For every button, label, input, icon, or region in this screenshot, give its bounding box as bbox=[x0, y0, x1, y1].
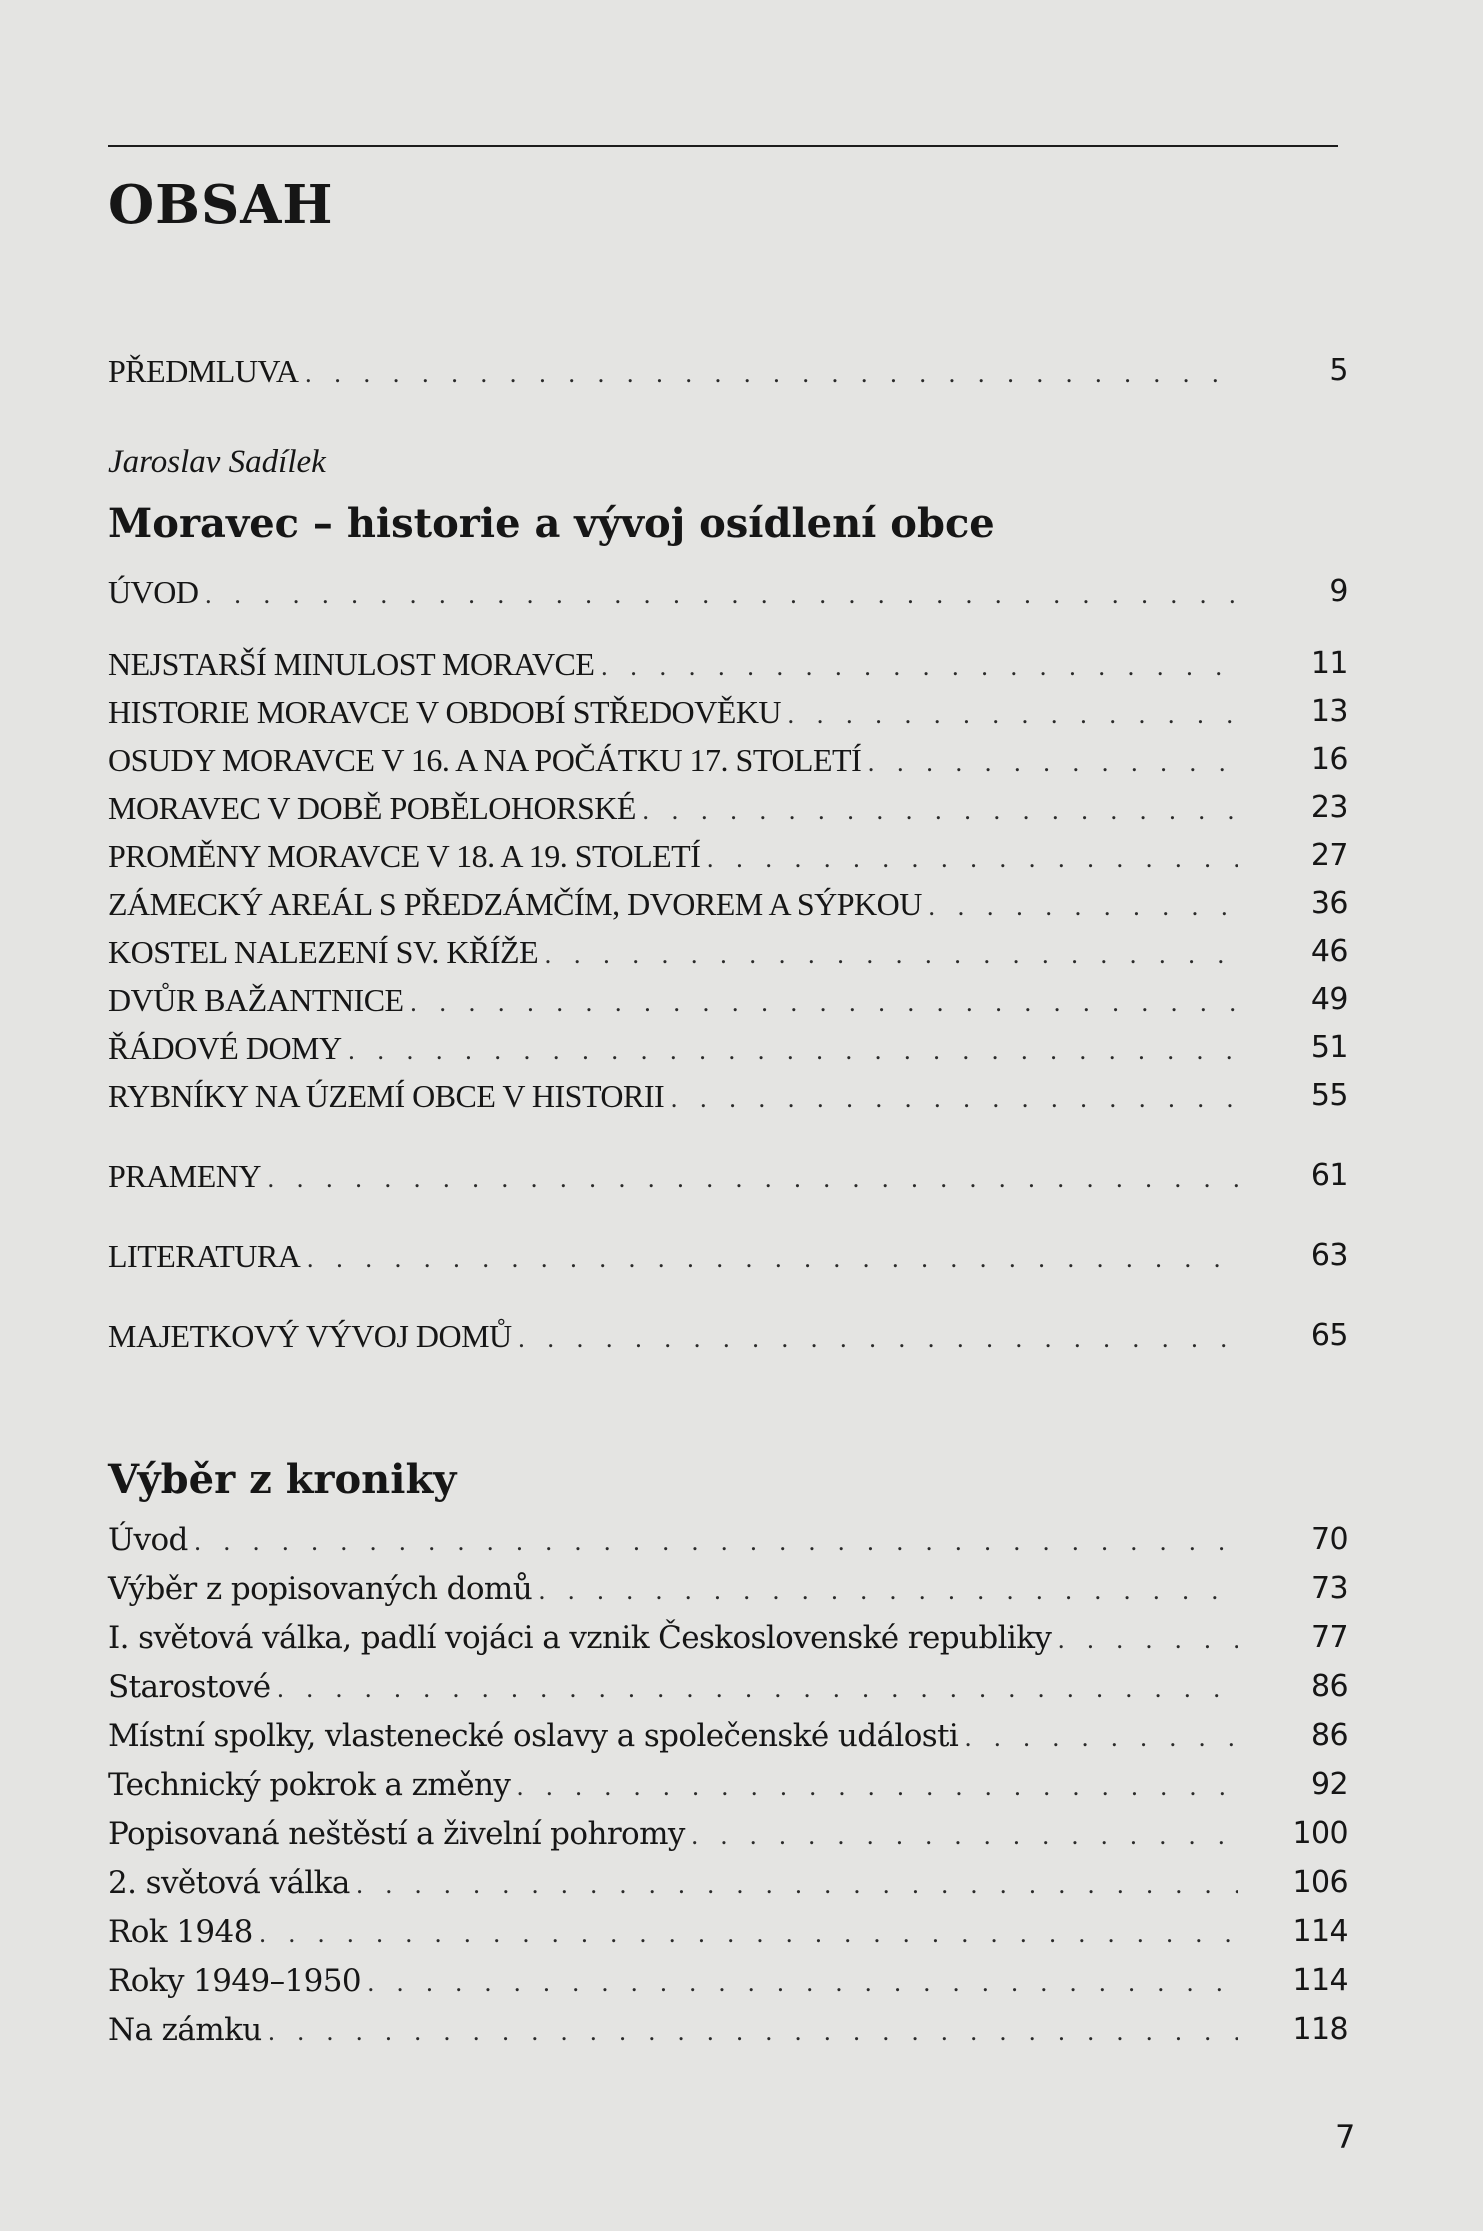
toc-entry-page: 114 bbox=[1292, 1963, 1348, 1998]
toc-entry bbox=[108, 1074, 1348, 1121]
toc-entry-label: PROMĚNY MORAVCE V 18. A 19. STOLETÍ bbox=[108, 838, 701, 874]
toc-entry bbox=[108, 1910, 1348, 1956]
toc-entry-page: 63 bbox=[1310, 1238, 1348, 1273]
leader-dots bbox=[787, 693, 1238, 737]
toc-entry bbox=[108, 642, 1348, 689]
toc-entry-page: 51 bbox=[1310, 1030, 1348, 1065]
toc-entry-label: KOSTEL NALEZENÍ SV. KŘÍŽE bbox=[108, 934, 539, 970]
leader-dots bbox=[691, 1814, 1238, 1858]
leader-dots bbox=[867, 741, 1238, 785]
leader-dots bbox=[518, 1317, 1238, 1361]
toc-entry bbox=[108, 1154, 1348, 1201]
leader-dots bbox=[928, 885, 1238, 929]
toc-entry-page: 86 bbox=[1311, 1669, 1348, 1704]
leader-dots bbox=[367, 1961, 1238, 2005]
leader-dots bbox=[268, 2010, 1238, 2054]
toc-entry-label: Popisovaná neštěstí a živelní pohromy bbox=[108, 1816, 685, 1852]
toc-entry-label: HISTORIE MORAVCE V OBDOBÍ STŘEDOVĚKU bbox=[108, 694, 782, 730]
leader-dots bbox=[267, 1157, 1238, 1201]
toc-entry-label: Místní spolky, vlastenecké oslavy a společenské události bbox=[108, 1718, 959, 1754]
toc-entry-label: MAJETKOVÝ VÝVOJ DOMŮ bbox=[108, 1318, 512, 1354]
toc-entry-label: MORAVEC V DOBĚ POBĚLOHORSKÉ bbox=[108, 790, 636, 826]
toc-entry bbox=[108, 930, 1348, 977]
toc-entry-page: 27 bbox=[1310, 838, 1348, 873]
leader-dots bbox=[538, 1569, 1238, 1613]
toc-entry-label: Roky 1949–1950 bbox=[108, 1963, 362, 1999]
toc-entry-page: 13 bbox=[1310, 694, 1348, 729]
toc-entry bbox=[108, 570, 1348, 617]
page-number: 7 bbox=[1335, 2118, 1356, 2156]
toc-entry bbox=[108, 978, 1348, 1025]
toc-entry-page: 16 bbox=[1310, 742, 1348, 777]
toc-entry-label: Výběr z popisovaných domů bbox=[108, 1571, 533, 1607]
toc-entry-page: 70 bbox=[1311, 1522, 1348, 1557]
leader-dots bbox=[544, 933, 1238, 977]
toc-entry bbox=[108, 1861, 1348, 1907]
toc-entry-page: 5 bbox=[1329, 353, 1348, 388]
toc-entry bbox=[108, 1518, 1348, 1564]
toc-entry-page: 36 bbox=[1310, 886, 1348, 921]
leader-dots bbox=[348, 1029, 1238, 1073]
leader-dots bbox=[204, 573, 1238, 617]
toc-entry-page: 23 bbox=[1310, 790, 1348, 825]
toc-entry bbox=[108, 738, 1348, 785]
toc-entry-label: LITERATURA bbox=[108, 1238, 301, 1274]
toc-entry-page: 61 bbox=[1310, 1158, 1348, 1193]
toc-entry bbox=[108, 1616, 1348, 1662]
toc-entry-page: 118 bbox=[1292, 2012, 1348, 2047]
toc-entry-label: Úvod bbox=[108, 1522, 188, 1558]
toc-entry-page: 55 bbox=[1310, 1078, 1348, 1113]
leader-dots bbox=[706, 837, 1238, 881]
part1-title: Moravec – historie a vývoj osídlení obce bbox=[108, 500, 995, 547]
toc-entry bbox=[108, 1763, 1348, 1809]
leader-dots bbox=[642, 789, 1238, 833]
toc-entry-label: RYBNÍKY NA ÚZEMÍ OBCE V HISTORII bbox=[108, 1078, 665, 1114]
top-rule bbox=[108, 145, 1338, 147]
leader-dots bbox=[1057, 1618, 1238, 1662]
toc-entry-page: 100 bbox=[1292, 1816, 1348, 1851]
toc-entry-page: 46 bbox=[1310, 934, 1348, 969]
toc-entry bbox=[108, 1959, 1348, 2005]
toc-entry bbox=[108, 1714, 1348, 1760]
toc-entry bbox=[108, 1234, 1348, 1281]
leader-dots bbox=[600, 645, 1238, 689]
toc-entry-label: PRAMENY bbox=[108, 1158, 261, 1194]
leader-dots bbox=[356, 1863, 1238, 1907]
toc-entry bbox=[108, 2008, 1348, 2054]
toc-entry bbox=[108, 1314, 1348, 1361]
leader-dots bbox=[259, 1912, 1238, 1956]
toc-entry-label: Rok 1948 bbox=[108, 1914, 253, 1950]
toc-entry bbox=[108, 1026, 1348, 1073]
toc-entry-foreword bbox=[108, 349, 1348, 396]
toc-entry-label: 2. světová válka bbox=[108, 1865, 350, 1901]
toc-entry-page: 114 bbox=[1292, 1914, 1348, 1949]
part-author: Jaroslav Sadílek bbox=[108, 444, 326, 480]
leader-dots bbox=[964, 1716, 1238, 1760]
toc-entry bbox=[108, 1567, 1348, 1613]
toc-entry-label: I. světová válka, padlí vojáci a vznik Československé republiky bbox=[108, 1620, 1052, 1656]
toc-entry bbox=[108, 786, 1348, 833]
toc-entry-label: NEJSTARŠÍ MINULOST MORAVCE bbox=[108, 646, 595, 682]
part2-title: Výběr z kroniky bbox=[108, 1456, 457, 1503]
toc-entry bbox=[108, 690, 1348, 737]
toc-entry-label: Starostové bbox=[108, 1669, 271, 1705]
toc-entry-label: Na zámku bbox=[108, 2012, 262, 2048]
toc-entry-label: OSUDY MORAVCE V 16. A NA POČÁTKU 17. STOLETÍ bbox=[108, 742, 862, 778]
leader-dots bbox=[306, 1237, 1238, 1281]
toc-entry bbox=[108, 834, 1348, 881]
leader-dots bbox=[305, 352, 1239, 396]
toc-entry-page: 65 bbox=[1310, 1318, 1348, 1353]
toc-entry-page: 73 bbox=[1311, 1571, 1348, 1606]
page-heading: OBSAH bbox=[108, 174, 334, 236]
leader-dots bbox=[410, 981, 1238, 1025]
toc-entry-page: 11 bbox=[1310, 646, 1348, 681]
leader-dots bbox=[277, 1667, 1238, 1711]
toc-entry bbox=[108, 1812, 1348, 1858]
leader-dots bbox=[194, 1520, 1238, 1564]
toc-entry-label: ZÁMECKÝ AREÁL S PŘEDZÁMČÍM, DVOREM A SÝPKOU bbox=[108, 886, 922, 922]
toc-entry-label: ŘÁDOVÉ DOMY bbox=[108, 1030, 342, 1066]
toc-entry-page: 9 bbox=[1329, 574, 1348, 609]
leader-dots bbox=[670, 1077, 1238, 1121]
toc-entry-label: PŘEDMLUVA bbox=[108, 353, 299, 389]
toc-entry bbox=[108, 1665, 1348, 1711]
toc-entry-label: Technický pokrok a změny bbox=[108, 1767, 511, 1803]
toc-entry bbox=[108, 882, 1348, 929]
leader-dots bbox=[516, 1765, 1238, 1809]
toc-entry-label: DVŮR BAŽANTNICE bbox=[108, 982, 404, 1018]
toc-entry-page: 92 bbox=[1311, 1767, 1348, 1802]
toc-entry-page: 77 bbox=[1311, 1620, 1348, 1655]
toc-entry-page: 49 bbox=[1310, 982, 1348, 1017]
toc-entry-page: 86 bbox=[1311, 1718, 1348, 1753]
toc-entry-label: ÚVOD bbox=[108, 574, 199, 610]
toc-entry-page: 106 bbox=[1292, 1865, 1348, 1900]
